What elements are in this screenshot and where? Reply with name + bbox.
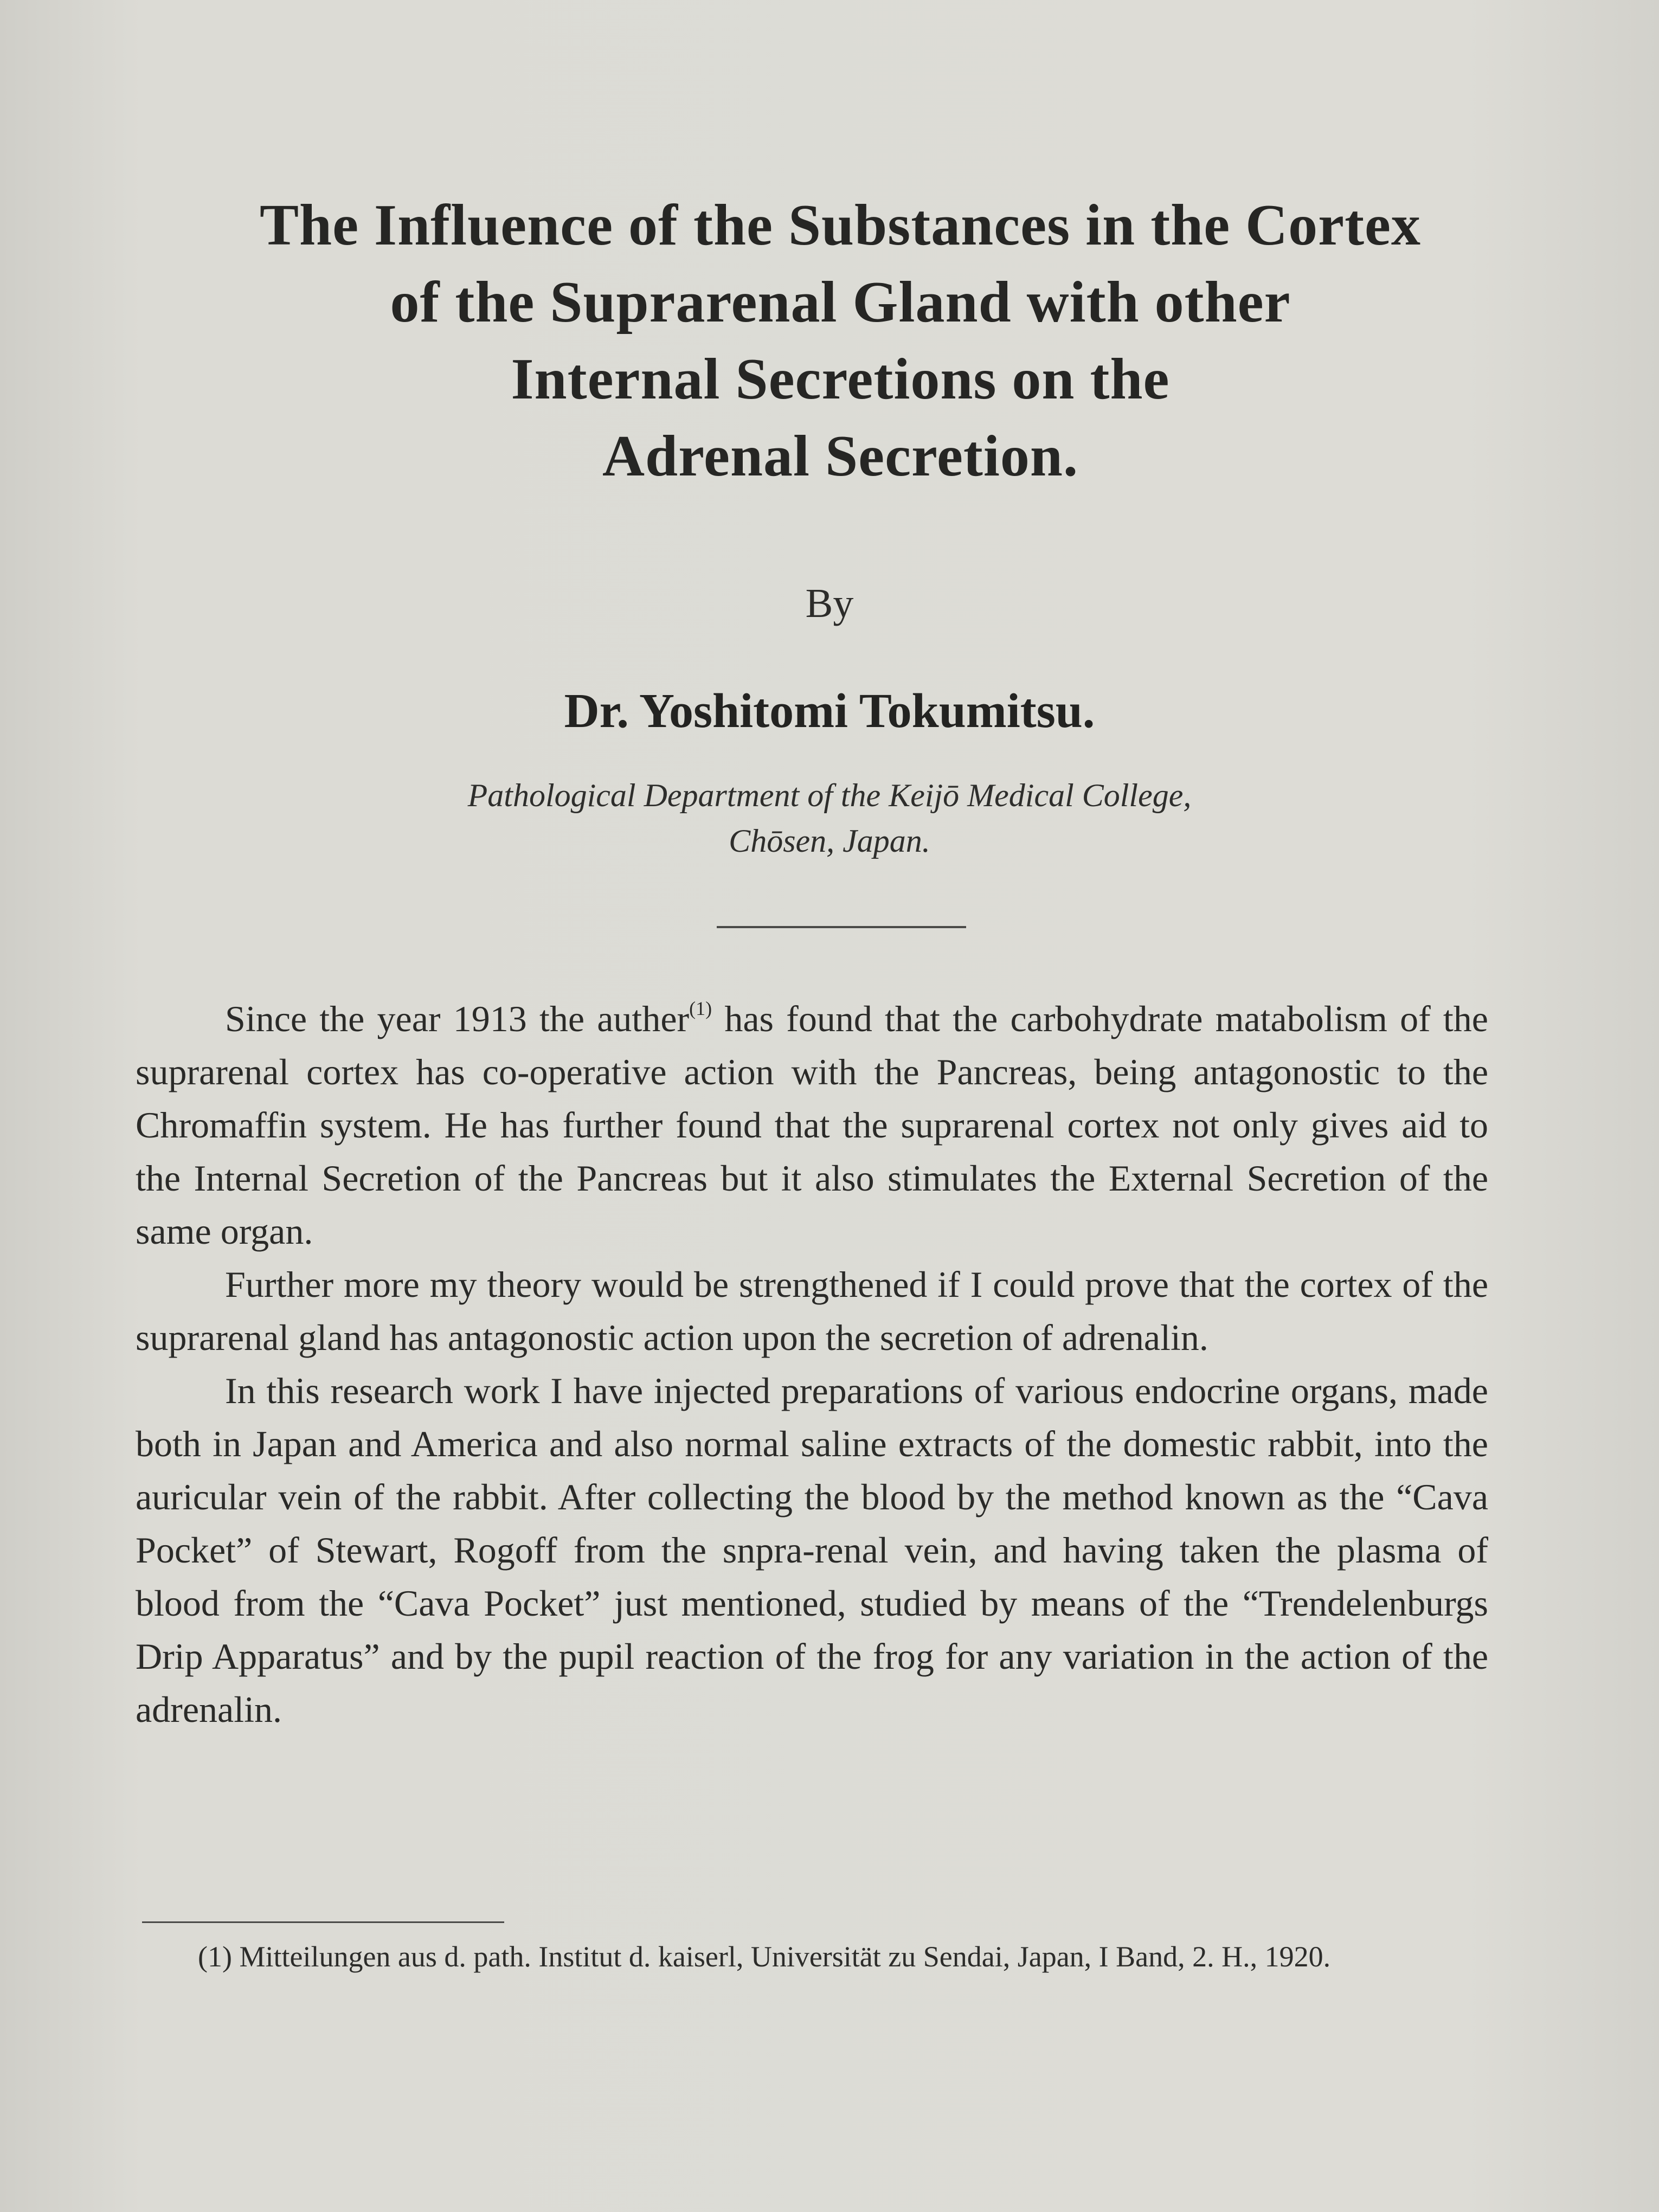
title-line-2: of the Suprarenal Gland with other [390,270,1291,335]
paragraph-1-rest: has found that the carbohydrate matabolism of the suprarenal cortex has co-operative action with the Pancreas, being antagonostic to the Chromaffin system. He has further found that the suprarenal cortex not only gives aid to the Internal Secretion of the Pancreas but it also stimulates the External Secretion of the same organ. [136,998,1488,1252]
affiliation-line-1: Pathological Department of the Keijō Medical College, [467,777,1192,813]
title-line-1: The Influence of the Substances in the Cortex [260,193,1421,258]
author-affiliation [0,773,1659,864]
title-line-3: Internal Secretions on the [511,347,1170,411]
byline: By [805,581,854,626]
article-title [108,187,1572,495]
footnote-mark: (1) [198,1940,232,1973]
article-body [136,992,1488,1736]
title-line-4: Adrenal Secretion. [602,424,1078,488]
paragraph-3: In this research work I have injected preparations of various endocrine organs, made both in Japan and America and also normal saline extracts of the domestic rabbit, into the auricular vein of the rabbit. After collecting the blood by the method known as the “Cava Pocket” of Stewart, Rogoff from the snpra-renal vein, and having taken the plasma of blood from the “Cava Pocket” just mentioned, studied by means of the “Trendelenburgs Drip Apparatus” and by the pupil reaction of the frog for any variation in the action of the adrenalin. [136,1370,1488,1730]
author-name: Dr. Yoshitomi Tokumitsu. [564,684,1095,738]
paragraph-2: Further more my theory would be strengthened if I could prove that the cortex of the suprarenal gland has antagonostic action upon the secretion of adrenalin. [136,1264,1488,1358]
paragraph-1-start: Since the year 1913 the auther [225,998,690,1039]
footnote-separator-rule [142,1921,504,1923]
title-separator-rule [717,926,966,928]
footnote-reference: (1) [689,998,712,1019]
affiliation-line-2: Chōsen, Japan. [729,823,930,859]
footnote-text: Mitteilungen aus d. path. Institut d. kaiserl, Universität zu Sendai, Japan, I Band, 2. H., 1920. [232,1940,1331,1973]
paragraph-1 [136,992,1488,1258]
footnote [138,1930,1483,1983]
